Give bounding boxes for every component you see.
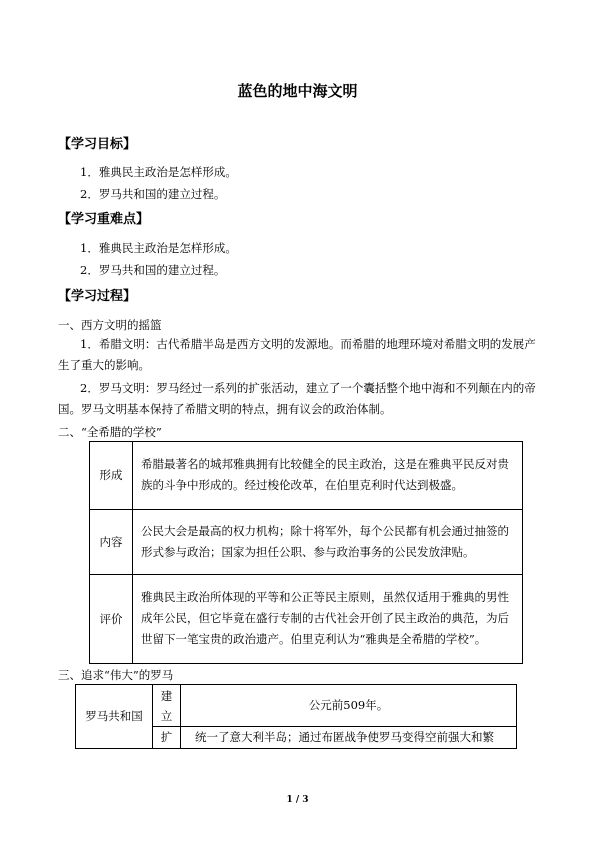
section-heading-process: 【学习过程】 [58,289,137,304]
row-text-founding: 公元前509年。 [181,685,517,727]
page-title: 蓝色的地中海文明 [237,82,358,100]
goal-item-2: 2．罗马共和国的建立过程。 [80,187,226,201]
table-row [90,510,523,575]
goal-item-1: 1．雅典民主政治是怎样形成。 [80,165,237,179]
row-label-founding: 建立 [153,685,181,727]
page-number: 1 / 3 [286,795,309,805]
rome-republic-table [75,684,517,749]
row-label-evaluation: 评价 [90,575,133,664]
part3-heading: 三、追求“伟大”的罗马 [58,668,174,682]
table-row [76,685,517,727]
section-heading-goals: 【学习目标】 [58,137,137,152]
athens-democracy-table [89,441,523,664]
row-label-expansion: 扩 [153,727,181,749]
part1-paragraph-2: 2．罗马文明：罗马经过一系列的扩张活动，建立了一个囊括整个地中海和不列颠在内的帝国。罗马文明基本保持了希腊文明的特点，拥有议会的政治体制。 [58,381,536,416]
keypoint-item-2: 2．罗马共和国的建立过程。 [80,263,226,277]
part1-heading: 一、西方文明的摇篮 [58,318,162,332]
row-text-content: 公民大会是最高的权力机构；除十将军外，每个公民都有机会通过抽签的形式参与政治；国家为担任公职、参与政治事务的公民发放津贴。 [133,510,523,575]
row-label-content: 内容 [90,510,133,575]
row-text-expansion: 统一了意大利半岛；通过布匿战争使罗马变得空前强大和繁 [181,727,517,749]
section-heading-keypoints: 【学习重难点】 [58,212,150,227]
row-text-formation: 希腊最著名的城邦雅典拥有比较健全的民主政治，这是在雅典平民反对贵族的斗争中形成的。经过梭伦改革，在伯里克利时代达到极盛。 [133,442,523,510]
rome-republic-label: 罗马共和国 [76,685,153,749]
table-row [90,575,523,664]
part2-heading: 二、“全希腊的学校” [58,425,162,439]
table-row [90,442,523,510]
keypoint-item-1: 1．雅典民主政治是怎样形成。 [80,241,237,255]
row-label-formation: 形成 [90,442,133,510]
part1-paragraph-1: 1．希腊文明：古代希腊半岛是西方文明的发源地。而希腊的地理环境对希腊文明的发展产生了重大的影响。 [58,337,536,372]
row-text-evaluation: 雅典民主政治所体现的平等和公正等民主原则，虽然仅适用于雅典的男性成年公民，但它毕竟在盛行专制的古代社会开创了民主政治的典范，为后世留下一笔宝贵的政治遗产。伯里克利认为“雅典是全希腊的学校”。 [133,575,523,664]
